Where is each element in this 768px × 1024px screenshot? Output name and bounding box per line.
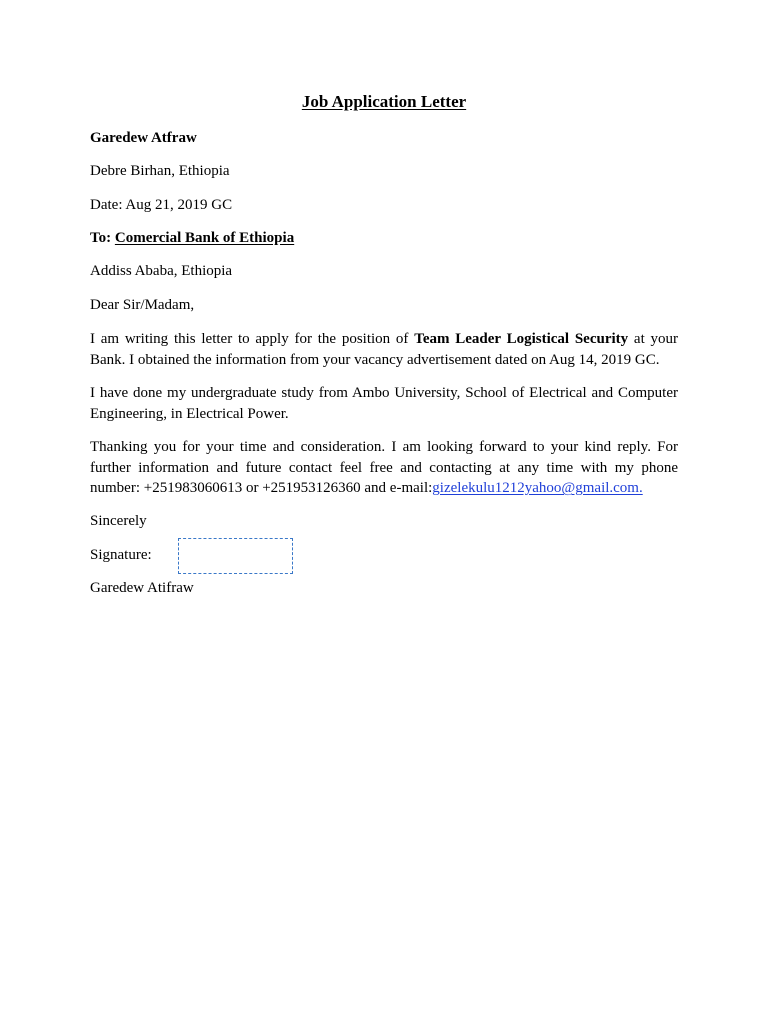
paragraph-application bbox=[90, 329, 678, 370]
position-title: Team Leader Logistical Security bbox=[414, 331, 629, 347]
to-prefix: To: bbox=[90, 230, 115, 246]
signed-name: Garedew Atifraw bbox=[90, 580, 194, 596]
sender-name: Garedew Atfraw bbox=[90, 130, 197, 146]
letter-title: Job Application Letter bbox=[301, 92, 467, 111]
recipient-line bbox=[90, 228, 294, 249]
p1-before: I am writing this letter to apply for the position of bbox=[90, 331, 415, 347]
sender-location: Debre Birhan, Ethiopia bbox=[90, 163, 230, 179]
signature-box[interactable] bbox=[178, 538, 293, 574]
paragraph-contact bbox=[90, 437, 678, 499]
p1-after: at your Bank. I obtained the information from your vacancy advertisement dated on Aug 14, 2019 GC. bbox=[90, 331, 679, 368]
recipient-location: Addiss Ababa, Ethiopia bbox=[90, 263, 233, 279]
p3-before: Thanking you for your time and consideration. I am looking forward to your kind reply. For further information and future contact feel free and contacting at any time with my phone number: +251983060613 or +251953126360 and e-mail: bbox=[90, 439, 678, 496]
signature-label: Signature: bbox=[90, 547, 152, 563]
paragraph-education: I have done my undergraduate study from Ambo University, School of Electrical and Computer Engineering, in Electrical Power. bbox=[90, 385, 678, 422]
closing: Sincerely bbox=[90, 513, 147, 529]
email-link[interactable]: gizelekulu1212yahoo@gmail.com. bbox=[432, 480, 643, 496]
salutation: Dear Sir/Madam, bbox=[90, 297, 195, 313]
recipient-name: Comercial Bank of Ethiopia bbox=[114, 230, 295, 246]
letter-date: Date: Aug 21, 2019 GC bbox=[90, 197, 233, 213]
